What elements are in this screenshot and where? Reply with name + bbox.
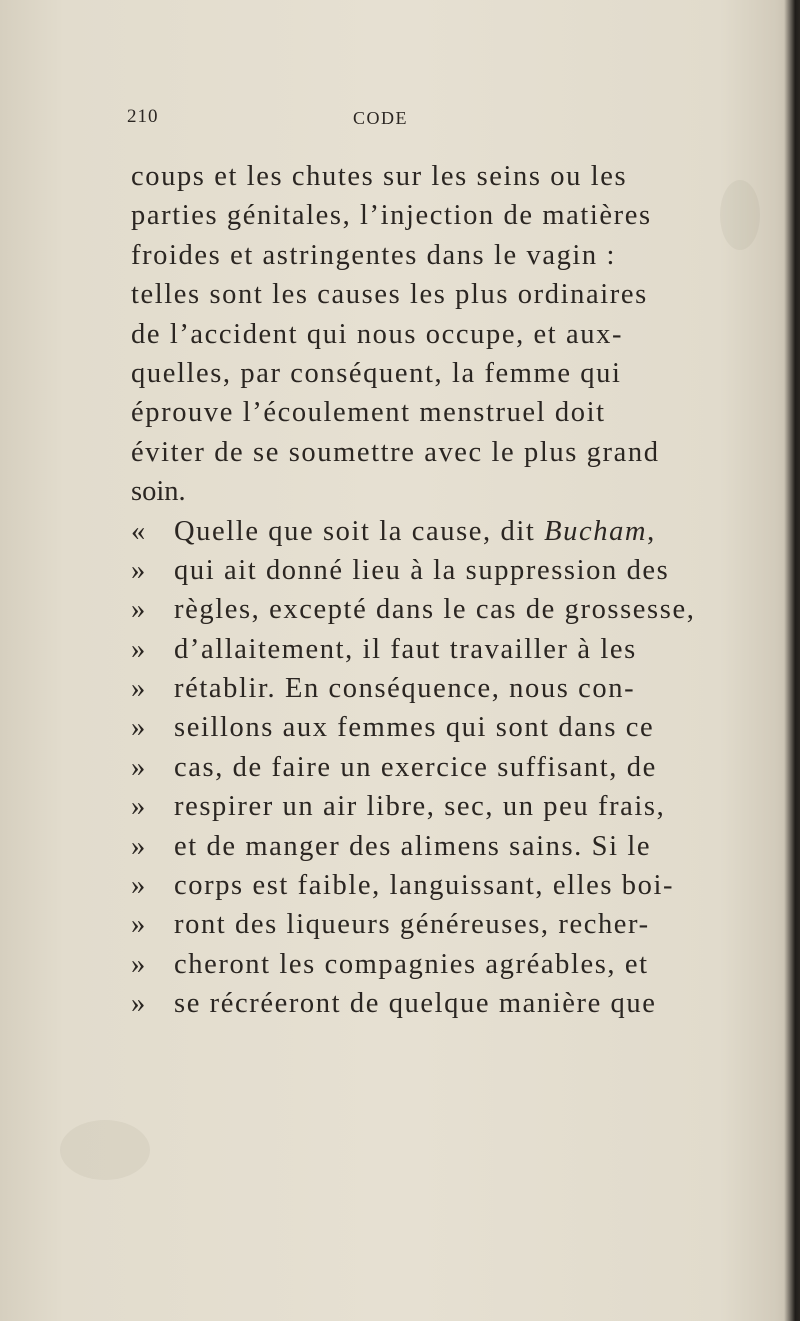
line-text: règles, excepté dans le cas de grossesse, [174, 594, 696, 626]
quoted-line [131, 984, 721, 1023]
quoted-line [131, 866, 721, 905]
line-text [174, 512, 656, 551]
quote-opening-line [131, 512, 721, 551]
continuation-guillemet: » [131, 870, 146, 902]
page-number: 210 [127, 106, 159, 127]
line-text: froides et astringentes dans le vagin : [131, 239, 617, 271]
line-text: soin. [131, 476, 186, 508]
text-line [131, 315, 721, 354]
continuation-guillemet: » [131, 554, 146, 586]
continuation-guillemet: » [131, 988, 146, 1020]
line-text: rétablir. En conséquence, nous con- [174, 673, 636, 705]
quoted-line [131, 945, 721, 984]
quote-lead-punctuation: , [647, 515, 656, 547]
line-text: et de manger des alimens sains. Si le [174, 830, 652, 862]
continuation-guillemet: » [131, 594, 146, 626]
quoted-line [131, 905, 721, 944]
line-text: parties génitales, l’injection de matières [131, 200, 652, 232]
running-head: CODE [353, 108, 408, 128]
line-text: éprouve l’écoulement menstruel doit [131, 397, 606, 429]
continuation-guillemet: » [131, 633, 146, 665]
text-line [131, 236, 721, 275]
line-text: ront des liqueurs généreuses, recher- [174, 909, 650, 941]
line-text: qui ait donné lieu à la suppression des [174, 554, 670, 586]
text-line [131, 354, 721, 393]
line-text: cheront les compagnies agréables, et [174, 948, 649, 980]
continuation-guillemet: » [131, 751, 146, 783]
quoted-line [131, 708, 721, 747]
line-text: cas, de faire un exercice suffisant, de [174, 751, 657, 783]
quote-lead-text: Quelle que soit la cause, dit [174, 515, 545, 547]
line-text: coups et les chutes sur les seins ou les [131, 161, 628, 192]
continuation-guillemet: » [131, 712, 146, 744]
text-line [131, 472, 721, 511]
text-line [131, 433, 721, 472]
quoted-line [131, 590, 721, 629]
text-line [131, 393, 721, 432]
line-text: éviter de se soumettre avec le plus grand [131, 436, 660, 468]
line-text: seillons aux femmes qui sont dans ce [174, 712, 655, 744]
text-line [131, 196, 721, 235]
line-text: de l’accident qui nous occupe, et aux- [131, 318, 624, 350]
body-text [131, 157, 721, 1024]
text-line [131, 275, 721, 314]
opening-guillemet: « [131, 515, 146, 547]
quoted-line [131, 787, 721, 826]
line-text: d’allaitement, il faut travailler à les [174, 633, 637, 665]
text-line [131, 157, 721, 196]
line-text: respirer un air libre, sec, un peu frais, [174, 791, 666, 823]
quoted-line [131, 827, 721, 866]
quoted-line [131, 748, 721, 787]
line-text: quelles, par conséquent, la femme qui [131, 357, 622, 389]
line-text: se récréeront de quelque manière que [174, 988, 657, 1020]
continuation-guillemet: » [131, 830, 146, 862]
paper-stain [720, 180, 760, 250]
quoted-line [131, 669, 721, 708]
paper-stain [60, 1120, 150, 1180]
continuation-guillemet: » [131, 791, 146, 823]
continuation-guillemet: » [131, 673, 146, 705]
continuation-guillemet: » [131, 948, 146, 980]
page-header [0, 106, 780, 140]
continuation-guillemet: » [131, 909, 146, 941]
quoted-line [131, 630, 721, 669]
page-binding-edge [784, 0, 800, 1321]
cited-author: Bucham [544, 515, 648, 547]
line-text: telles sont les causes les plus ordinaires [131, 279, 648, 311]
line-text: corps est faible, languissant, elles boi- [174, 870, 675, 902]
quoted-line [131, 551, 721, 590]
